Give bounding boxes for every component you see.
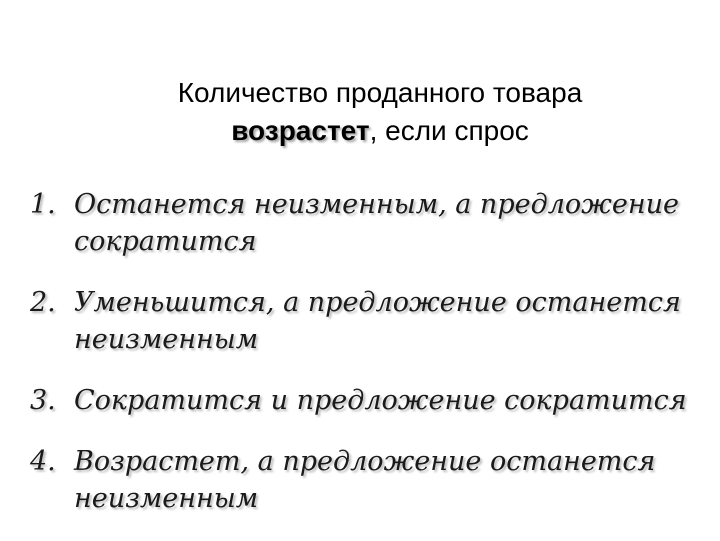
answer-option-1 bbox=[30, 186, 710, 260]
option-text-line-1: Возрастет, а предложение останется bbox=[74, 446, 656, 477]
option-text-line-1: Останется неизменным, а предложение bbox=[74, 189, 679, 220]
option-number: 3. bbox=[30, 385, 56, 416]
option-text-line-1: Сократится и предложение сократится bbox=[74, 385, 687, 416]
question-line-1: Количество проданного товара bbox=[177, 77, 583, 108]
option-number: 2. bbox=[30, 287, 56, 318]
option-text-line-2: неизменным bbox=[74, 483, 259, 514]
answer-options-list bbox=[30, 186, 710, 541]
question-line-2-rest: , если спрос bbox=[369, 115, 529, 146]
option-text-line-2: неизменным bbox=[74, 324, 259, 355]
option-number: 4. bbox=[30, 446, 56, 477]
option-text-line-2: сократится bbox=[74, 226, 257, 257]
answer-option-2 bbox=[30, 284, 710, 358]
answer-option-3 bbox=[30, 382, 710, 419]
question-text bbox=[110, 74, 650, 150]
option-number: 1. bbox=[30, 189, 56, 220]
option-text-line-1: Уменьшится, а предложение останется bbox=[74, 287, 681, 318]
answer-option-4 bbox=[30, 443, 710, 517]
question-emphasis: возрастет bbox=[231, 115, 370, 146]
question-line-2 bbox=[110, 112, 650, 150]
